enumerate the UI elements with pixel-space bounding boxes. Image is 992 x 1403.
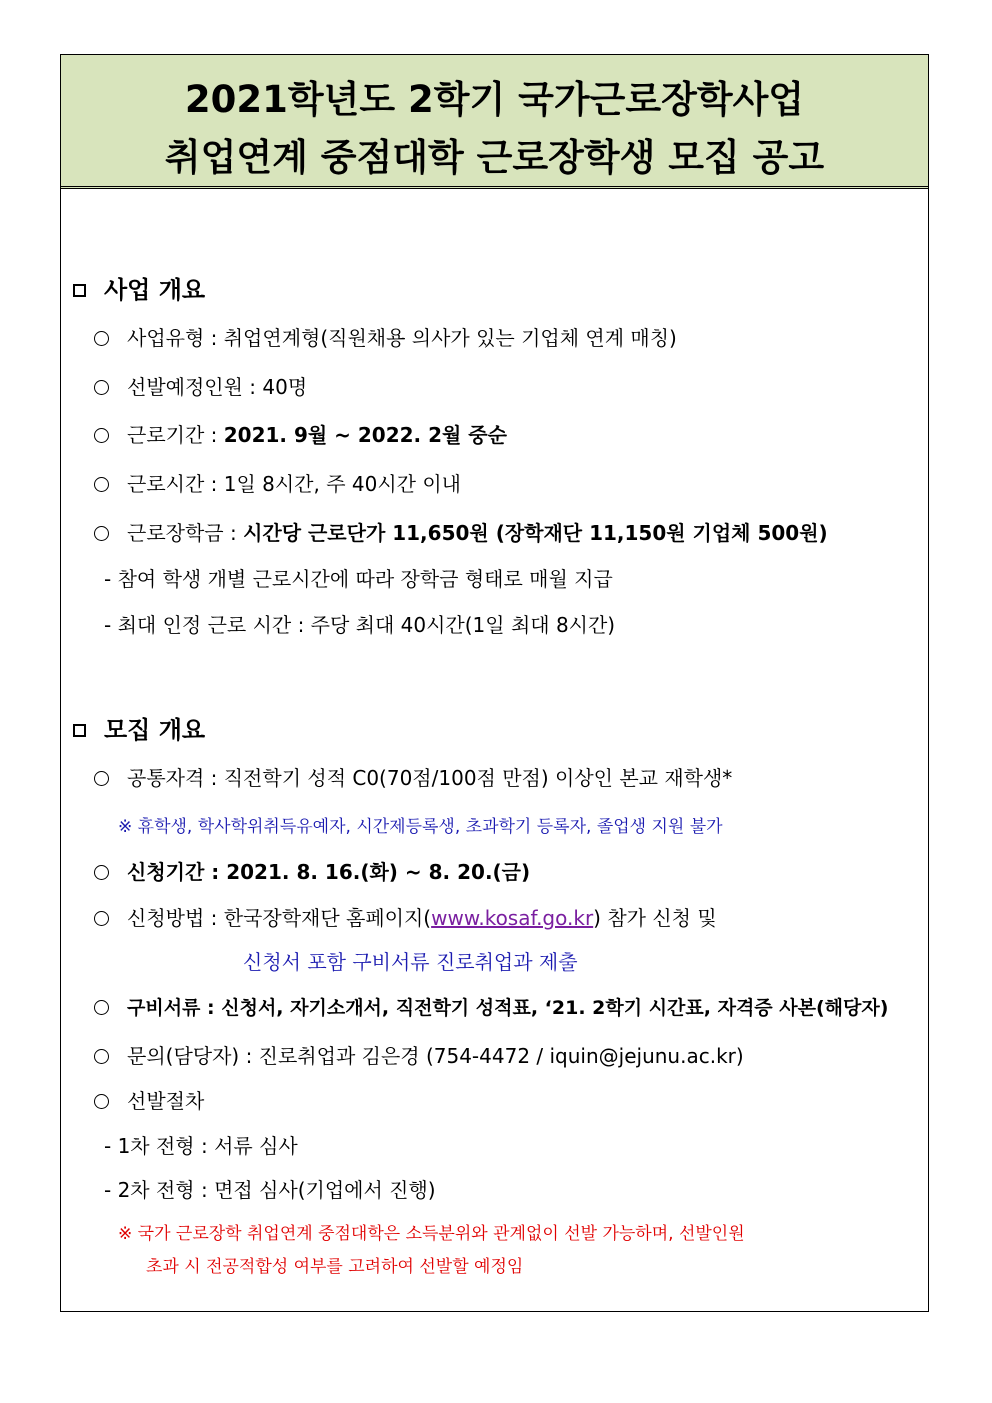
item-work-hours [94,468,461,497]
final-note-line-2: 초과 시 전공적합성 여부를 고려하여 선발할 예정임 [146,1257,524,1277]
circle-bullet-icon [94,1094,109,1109]
qualification-note: ※ 휴학생, 학사학위취득유예자, 시간제등록생, 초과학기 등록자, 졸업생 지원 불가 [118,817,723,837]
item-required-docs [94,993,888,1020]
item-label: 근로기간 : [127,423,224,447]
item-label: 선발예정인원 : [127,375,263,399]
process-step-1: - 1차 전형 : 서류 심사 [104,1134,298,1158]
item-contact [94,1040,744,1069]
item-value: 취업연계형(직원채용 의사가 있는 기업체 연계 매칭) [223,326,677,350]
item-label: 근로장학금 : [127,521,244,545]
title-line-1: 2021학년도 2학기 국가근로장학사업 [184,78,805,121]
circle-bullet-icon [94,526,109,541]
item-label: 선발절차 [127,1089,205,1113]
section-heading-text: 모집 개요 [104,716,206,744]
item-value: 진로취업과 김은경 (754-4472 / iquin@jejunu.ac.kr) [258,1044,744,1068]
item-value-post: ) 참가 신청 및 [593,906,717,930]
item-apply-method [94,902,717,931]
item-value: 시간당 근로단가 11,650원 (장학재단 11,150원 기업체 500원) [243,521,828,545]
section-heading-recruitment [73,710,205,745]
apply-method-line-2: 신청서 포함 구비서류 진로취업과 제출 [243,950,578,974]
process-step-2: - 2차 전형 : 면접 심사(기업에서 진행) [104,1178,436,1202]
item-label: 신청방법 : [127,906,224,930]
item-value: 1일 8시간, 주 40시간 이내 [223,472,461,496]
checkbox-square-icon [73,284,86,297]
final-note-line-1: ※ 국가 근로장학 취업연계 중점대학은 소득분위와 관계없이 선발 가능하며, 선발인원 [118,1224,745,1244]
title-line-2: 취업연계 중점대학 근로장학생 모집 공고 [164,136,825,179]
item-quota [94,371,307,400]
item-scholarship-pay [94,517,828,546]
circle-bullet-icon [94,1049,109,1064]
item-work-period [94,419,507,448]
circle-bullet-icon [94,331,109,346]
circle-bullet-icon [94,380,109,395]
item-label: 구비서류 : [127,997,222,1019]
item-value: 2021. 8. 16.(화) ~ 8. 20.(금) [226,860,531,884]
item-label: 공통자격 : [127,766,224,790]
item-business-type [94,322,677,351]
item-value: 2021. 9월 ~ 2022. 2월 중순 [223,423,507,447]
item-value-pre: 한국장학재단 홈페이지( [223,906,432,930]
notice-frame [60,54,929,1312]
circle-bullet-icon [94,865,109,880]
pay-note-1: - 참여 학생 개별 근로시간에 따라 장학금 형태로 매월 지급 [104,567,613,591]
pay-note-2: - 최대 인정 근로 시간 : 주당 최대 40시간(1일 최대 8시간) [104,613,616,637]
circle-bullet-icon [94,911,109,926]
item-value: 직전학기 성적 C0(70점/100점 만점) 이상인 본교 재학생* [223,766,733,790]
circle-bullet-icon [94,1000,109,1015]
circle-bullet-icon [94,771,109,786]
item-value: 신청서, 자기소개서, 직전학기 성적표, ‘21. 2학기 시간표, 자격증 사본(해당자) [221,997,889,1019]
item-value: 40명 [262,375,308,399]
circle-bullet-icon [94,477,109,492]
item-label: 근로시간 : [127,472,224,496]
section-heading-overview [73,270,205,305]
item-label: 문의(담당자) : [127,1044,259,1068]
item-apply-period [94,856,530,885]
item-label: 신청기간 : [127,860,227,884]
section-heading-text: 사업 개요 [104,276,206,304]
item-qualification [94,762,732,791]
title-box [61,55,928,189]
kosaf-link[interactable]: www.kosaf.go.kr [431,906,594,930]
circle-bullet-icon [94,428,109,443]
checkbox-square-icon [73,724,86,737]
item-label: 사업유형 : [127,326,224,350]
item-selection-process [94,1085,204,1114]
